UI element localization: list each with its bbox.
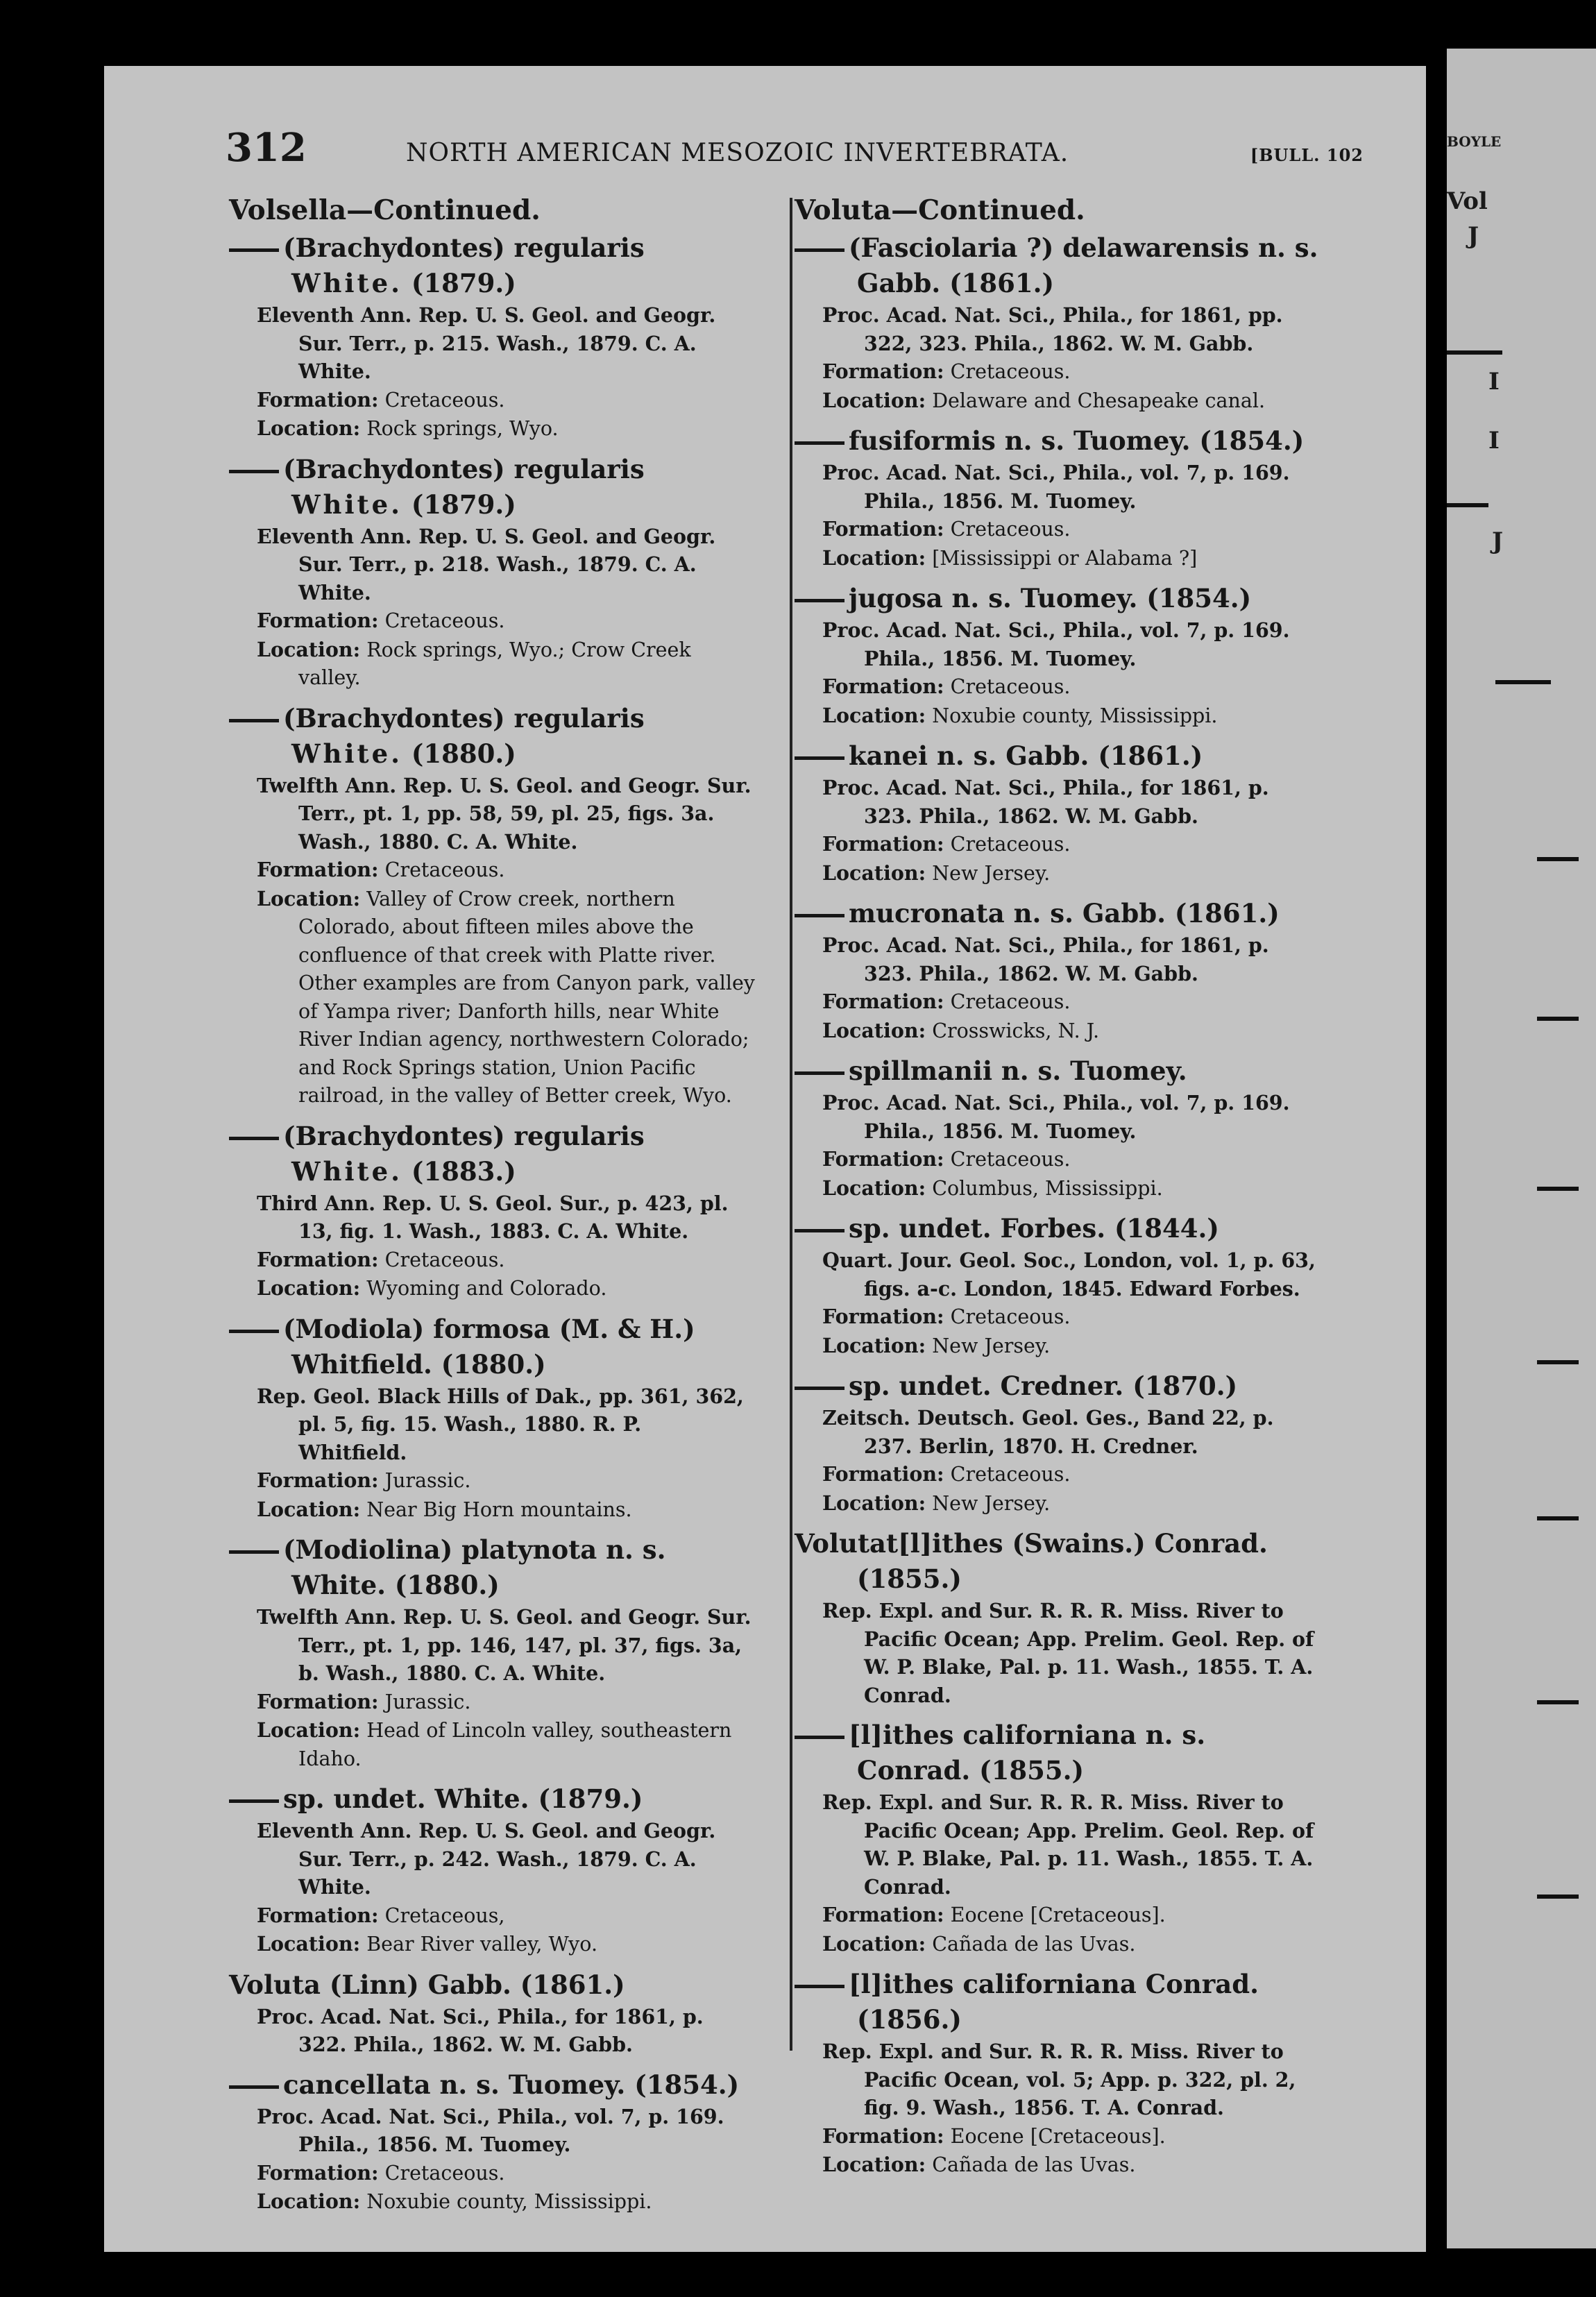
entry-heading (229, 230, 756, 301)
location-value: Crosswicks, N. J. (932, 1019, 1100, 1042)
location-label: Location: (822, 1491, 926, 1515)
location-value: New Jersey. (932, 861, 1051, 885)
formation-label: Formation: (257, 858, 379, 881)
species-year: (1861.) (1174, 898, 1280, 929)
location-label: Location: (257, 1718, 361, 1742)
entry-dash (795, 1736, 844, 1739)
catalog-entry (229, 1119, 756, 1303)
species-name: Voluta (Linn) Gabb. (229, 1969, 511, 2000)
formation-value: Eocene [Cretaceous]. (950, 1904, 1166, 1926)
species-year: (1879.) (411, 489, 516, 520)
species-author: White. (291, 268, 403, 298)
entry-location (229, 1716, 756, 1773)
entry-reference: Proc. Acad. Nat. Sci., Phila., for 1861, p. 322. Phila., 1862. W. M. Gabb. (257, 2004, 704, 2056)
entry-heading (795, 1368, 1322, 1404)
formation-value: Cretaceous, (384, 1904, 505, 1927)
adjacent-page-dash (1537, 857, 1579, 861)
species-year: (1883.) (411, 1155, 516, 1187)
formation-label: Formation: (257, 609, 379, 632)
species-name: (Brachydontes) regularis (283, 702, 645, 734)
formation-value: Cretaceous. (950, 1148, 1071, 1171)
adjacent-page-fragment: I (1488, 427, 1500, 455)
species-name: (Brachydontes) regularis (283, 453, 645, 484)
entry-location (229, 1495, 756, 1525)
formation-value: Jurassic. (384, 1690, 471, 1713)
species-author: White. (291, 738, 403, 769)
entry-heading (795, 1526, 1322, 1597)
formation-value: Cretaceous. (950, 360, 1071, 383)
location-value: Rock springs, Wyo. (366, 417, 559, 440)
entry-dash (795, 756, 844, 760)
location-label: Location: (822, 703, 926, 727)
entry-formation (229, 1466, 756, 1495)
formation-label: Formation: (257, 387, 379, 412)
entry-formation (229, 856, 756, 885)
entry-formation (795, 2122, 1322, 2151)
formation-label: Formation: (822, 1147, 944, 1171)
location-value: New Jersey. (932, 1334, 1051, 1357)
species-name: [l]ithes californiana n. s. Conrad. (849, 1720, 1206, 1786)
location-label: Location: (822, 1931, 926, 1956)
species-name: cancellata n. s. Tuomey. (283, 2069, 626, 2100)
entry-reference: Proc. Acad. Nat. Sci., Phila., vol. 7, p. 169. Phila., 1856. M. Tuomey. (822, 618, 1290, 670)
running-header (226, 125, 1364, 171)
entry-reference: Rep. Expl. and Sur. R. R. R. Miss. River to Pacific Ocean, vol. 5; App. p. 322, pl. 2, fig. 9. Wash., 1856. T. A. Conrad. (822, 2040, 1296, 2119)
location-label: Location: (822, 2153, 926, 2176)
adjacent-page-dash (1447, 503, 1488, 507)
entry-reference: Zeitsch. Deutsch. Geol. Ges., Band 22, p. 237. Berlin, 1870. H. Credner. (822, 1406, 1274, 1458)
catalog-entry (229, 452, 756, 693)
entry-location (229, 1274, 756, 1303)
catalog-entry (795, 1718, 1322, 1958)
formation-value: Cretaceous. (384, 2161, 505, 2185)
formation-label: Formation: (822, 990, 944, 1013)
continued-heading: Voluta—Continued. (795, 194, 1085, 226)
entry-formation (795, 1901, 1322, 1930)
entry-dash (229, 719, 279, 722)
location-value: Columbus, Mississippi. (932, 1176, 1163, 1200)
formation-label: Formation: (822, 1462, 944, 1486)
species-year: (1855.) (857, 1563, 962, 1594)
formation-value: Cretaceous. (384, 388, 505, 412)
formation-value: Cretaceous. (950, 1463, 1071, 1486)
entry-reference: Proc. Acad. Nat. Sci., Phila., vol. 7, p. 169. Phila., 1856. M. Tuomey. (822, 461, 1290, 513)
entry-reference: Third Ann. Rep. U. S. Geol. Sur., p. 423, pl. 13, fig. 1. Wash., 1883. C. A. White. (257, 1191, 729, 1243)
location-value: Near Big Horn mountains. (366, 1498, 632, 1521)
species-author: White. (291, 489, 403, 520)
entry-dash (795, 1229, 844, 1232)
formation-value: Cretaceous. (950, 1305, 1071, 1328)
adjacent-page-dash (1495, 680, 1551, 684)
formation-label: Formation: (822, 1305, 944, 1328)
entry-list (795, 230, 1322, 2180)
column-divider (790, 198, 792, 2051)
location-value: Delaware and Chesapeake canal. (932, 389, 1266, 412)
entry-formation (795, 1145, 1322, 1174)
entry-formation (795, 515, 1322, 544)
entry-list (229, 230, 756, 2217)
entry-heading (795, 1718, 1322, 1788)
entry-reference: Proc. Acad. Nat. Sci., Phila., vol. 7, p. 169. Phila., 1856. M. Tuomey. (822, 1091, 1290, 1143)
entry-location (795, 1017, 1322, 1046)
adjacent-page-dash (1537, 1360, 1579, 1364)
entry-dash (795, 248, 844, 252)
entry-reference: Eleventh Ann. Rep. U. S. Geol. and Geogr. Sur. Terr., p. 215. Wash., 1879. C. A. White. (257, 303, 716, 383)
formation-label: Formation: (257, 1903, 379, 1927)
formation-value: Cretaceous. (950, 990, 1071, 1013)
location-label: Location: (822, 1018, 926, 1042)
adjacent-page-dash (1537, 1017, 1579, 1021)
location-label: Location: (822, 388, 926, 412)
species-year: (1870.) (1132, 1371, 1238, 1401)
location-label: Location: (822, 861, 926, 885)
entry-heading (229, 1119, 756, 1189)
catalog-entry (795, 1368, 1322, 1518)
species-author: White. (291, 1155, 403, 1187)
left-column (229, 194, 756, 2225)
location-label: Location: (257, 2189, 361, 2213)
location-label: Location: (257, 1932, 361, 1956)
formation-label: Formation: (822, 675, 944, 698)
species-year: (1861.) (1098, 740, 1203, 771)
entry-location (229, 414, 756, 443)
species-year: (1861.) (520, 1969, 625, 2000)
entry-heading (229, 1781, 756, 1817)
entry-location (229, 636, 756, 693)
location-label: Location: (822, 545, 926, 570)
formation-value: Cretaceous. (384, 1248, 505, 1271)
entry-heading (795, 896, 1322, 931)
catalog-entry (229, 1967, 756, 2059)
entry-formation (229, 1688, 756, 1717)
species-name: [l]ithes californiana Conrad. (849, 1969, 1259, 1999)
entry-heading (229, 1312, 756, 1382)
entry-formation (229, 1901, 756, 1931)
page-title: NORTH AMERICAN MESOZOIC INVERTEBRATA. (406, 139, 1069, 167)
species-name: kanei n. s. Gabb. (849, 740, 1089, 771)
formation-value: Cretaceous. (384, 858, 505, 881)
entry-location (795, 1489, 1322, 1518)
entry-dash (229, 1330, 279, 1333)
entry-location (795, 1930, 1322, 1959)
entry-formation (795, 988, 1322, 1017)
species-year: (1880.) (394, 1570, 500, 1600)
catalog-entry (229, 1532, 756, 1773)
entry-heading (229, 1532, 756, 1603)
location-value: Noxubie county, Mississippi. (932, 704, 1218, 727)
formation-label: Formation: (257, 1689, 379, 1713)
entry-reference: Quart. Jour. Geol. Soc., London, vol. 1, p. 63, figs. a-c. London, 1845. Edward Forbes. (822, 1248, 1316, 1300)
species-year: (1854.) (1199, 425, 1305, 456)
species-year: (1856.) (857, 2004, 962, 2035)
entry-location (229, 1930, 756, 1959)
location-label: Location: (257, 1276, 361, 1300)
entry-heading (795, 230, 1322, 301)
catalog-entry (229, 2067, 756, 2217)
entry-location (795, 544, 1322, 573)
location-value: Valley of Crow creek, northern Colorado, about fifteen miles above the confluence of that creek with Platte river. Other examples are from Canyon park, valley of Yampa river; Danforth hills, near White River Indian agency, northwestern Colorado; and Rock Springs station, Union Pacific railroad, in the valley of Better creek, Wyo. (298, 887, 755, 1107)
entry-heading (229, 452, 756, 523)
entry-reference: Proc. Acad. Nat. Sci., Phila., vol. 7, p. 169. Phila., 1856. M. Tuomey. (257, 2104, 724, 2156)
catalog-entry (795, 581, 1322, 730)
entry-location (795, 1332, 1322, 1361)
catalog-entry (795, 1211, 1322, 1360)
entry-dash (229, 1550, 279, 1554)
entry-formation (229, 1246, 756, 1275)
entry-heading (795, 423, 1322, 459)
location-label: Location: (822, 1176, 926, 1200)
entry-reference: Eleventh Ann. Rep. U. S. Geol. and Geogr. Sur. Terr., p. 242. Wash., 1879. C. A. White. (257, 1819, 716, 1899)
location-label: Location: (257, 637, 361, 661)
entry-dash (229, 1137, 279, 1140)
entry-location (795, 702, 1322, 731)
formation-value: Jurassic. (384, 1469, 471, 1492)
formation-value: Cretaceous. (950, 833, 1071, 856)
catalog-entry (795, 1053, 1322, 1203)
species-year: (1880.) (411, 738, 516, 769)
species-name: sp. undet. Credner. (849, 1371, 1124, 1401)
entry-location (795, 859, 1322, 888)
adjacent-page-dash (1537, 1187, 1579, 1191)
location-value: Rock springs, Wyo.; Crow Creek valley. (298, 638, 691, 689)
species-year: (1879.) (538, 1783, 643, 1814)
entry-reference: Twelfth Ann. Rep. U. S. Geol. and Geogr. Sur. Terr., pt. 1, pp. 146, 147, pl. 37, figs. 3a, b. Wash., 1880. C. A. White. (257, 1605, 752, 1685)
entry-location (795, 1174, 1322, 1203)
entry-reference: Twelfth Ann. Rep. U. S. Geol. and Geogr. Sur. Terr., pt. 1, pp. 58, 59, pl. 25, figs. 3a. Wash., 1880. C. A. White. (257, 773, 752, 854)
catalog-entry (229, 701, 756, 1110)
entry-dash (229, 470, 279, 473)
location-value: Bear River valley, Wyo. (366, 1933, 598, 1956)
adjacent-page-edge (1447, 49, 1596, 2248)
formation-label: Formation: (257, 1247, 379, 1271)
entry-location (795, 2151, 1322, 2180)
catalog-entry (795, 896, 1322, 1045)
entry-dash (229, 1799, 279, 1803)
location-value: [Mississippi or Alabama ?] (932, 546, 1198, 570)
formation-value: Cretaceous. (950, 518, 1071, 541)
entry-dash (229, 2085, 279, 2089)
entry-dash (795, 599, 844, 602)
formation-label: Formation: (257, 2160, 379, 2185)
adjacent-page-fragment: BOYLE (1447, 133, 1502, 150)
formation-label: Formation: (822, 1903, 944, 1926)
entry-reference: Proc. Acad. Nat. Sci., Phila., for 1861, p. 323. Phila., 1862. W. M. Gabb. (822, 776, 1269, 828)
entry-formation (795, 1303, 1322, 1332)
entry-location (229, 2187, 756, 2217)
species-name: sp. undet. White. (283, 1783, 529, 1814)
page-number: 312 (226, 125, 307, 171)
entry-reference: Proc. Acad. Nat. Sci., Phila., for 1861, pp. 322, 323. Phila., 1862. W. M. Gabb. (822, 303, 1283, 355)
species-year: (1844.) (1114, 1213, 1219, 1244)
species-year: (1854.) (634, 2069, 740, 2100)
species-year: (1854.) (1146, 583, 1252, 613)
species-name: fusiformis n. s. Tuomey. (849, 425, 1191, 456)
entry-dash (795, 1387, 844, 1390)
location-value: Cañada de las Uvas. (932, 1932, 1136, 1956)
catalog-entry (229, 230, 756, 443)
entry-formation (229, 607, 756, 636)
adjacent-page-dash (1537, 1700, 1579, 1704)
species-name: jugosa n. s. Tuomey. (849, 583, 1138, 613)
species-year: (1879.) (411, 268, 516, 298)
adjacent-page-fragment: J (1468, 222, 1479, 250)
formation-value: Cretaceous. (950, 675, 1071, 698)
species-year: (1855.) (979, 1755, 1085, 1786)
entry-formation (795, 1460, 1322, 1489)
adjacent-page-fragment: I (1488, 368, 1500, 396)
entry-heading (229, 701, 756, 772)
species-name: (Fasciolaria ?) delawarensis n. s. Gabb. (849, 232, 1318, 298)
catalog-entry (795, 423, 1322, 573)
formation-label: Formation: (257, 1468, 379, 1492)
species-year: (1861.) (949, 268, 1054, 298)
formation-value: Cretaceous. (384, 609, 505, 632)
catalog-entry (229, 1781, 756, 1959)
species-name: mucronata n. s. Gabb. (849, 898, 1166, 929)
entry-heading (229, 1967, 756, 2003)
entry-reference: Rep. Expl. and Sur. R. R. R. Miss. River to Pacific Ocean; App. Prelim. Geol. Rep. of W. P. Blake, Pal. p. 11. Wash., 1855. T. A. Conrad. (822, 1790, 1314, 1899)
entry-formation (795, 830, 1322, 859)
entry-heading (795, 581, 1322, 616)
location-label: Location: (257, 1497, 361, 1521)
formation-label: Formation: (822, 2124, 944, 2148)
entry-dash (795, 1985, 844, 1988)
entry-reference: Rep. Geol. Black Hills of Dak., pp. 361, 362, pl. 5, fig. 15. Wash., 1880. R. P. Whitfield. (257, 1384, 744, 1464)
entry-location (795, 387, 1322, 416)
location-label: Location: (257, 886, 361, 910)
adjacent-page-dash (1537, 1895, 1579, 1899)
entry-heading (795, 1967, 1322, 2037)
location-value: Noxubie county, Mississippi. (366, 2190, 652, 2213)
adjacent-page-fragment: J (1492, 527, 1504, 555)
entry-heading (795, 1053, 1322, 1089)
entry-reference: Rep. Expl. and Sur. R. R. R. Miss. River to Pacific Ocean; App. Prelim. Geol. Rep. of W. P. Blake, Pal. p. 11. Wash., 1855. T. A. Conrad. (822, 1599, 1314, 1707)
entry-formation (795, 357, 1322, 387)
entry-dash (795, 441, 844, 445)
catalog-entry (795, 1967, 1322, 2180)
entry-dash (795, 914, 844, 917)
location-value: New Jersey. (932, 1491, 1051, 1515)
catalog-entry (795, 230, 1322, 415)
catalog-entry (229, 1312, 756, 1525)
entry-location (229, 885, 756, 1110)
adjacent-page-dash (1447, 350, 1502, 355)
continued-heading: Volsella—Continued. (229, 194, 541, 226)
catalog-entry (795, 1526, 1322, 1709)
formation-value: Eocene [Cretaceous]. (950, 2124, 1166, 2148)
species-name: (Brachydontes) regularis (283, 1120, 645, 1151)
entry-formation (229, 2159, 756, 2188)
location-label: Location: (257, 416, 361, 440)
species-name: (Modiola) formosa (M. & H.) Whitfield. (283, 1313, 695, 1380)
entry-reference: Eleventh Ann. Rep. U. S. Geol. and Geogr. Sur. Terr., p. 218. Wash., 1879. C. A. White. (257, 524, 716, 604)
species-year: (1880.) (441, 1348, 546, 1380)
formation-label: Formation: (822, 832, 944, 856)
species-name: Volutat[l]ithes (Swains.) Conrad. (795, 1528, 1268, 1559)
species-name: spillmanii n. s. Tuomey. (849, 1056, 1187, 1086)
adjacent-page-dash (1537, 1516, 1579, 1520)
catalog-entry (795, 738, 1322, 888)
location-value: Cañada de las Uvas. (932, 2153, 1136, 2176)
entry-heading (229, 2067, 756, 2103)
entry-dash (795, 1071, 844, 1075)
entry-heading (795, 738, 1322, 774)
entry-reference: Proc. Acad. Nat. Sci., Phila., for 1861, p. 323. Phila., 1862. W. M. Gabb. (822, 933, 1269, 985)
right-column (795, 194, 1322, 2188)
species-name: (Modiolina) platynota n. s. White. (283, 1534, 666, 1600)
entry-dash (229, 248, 279, 252)
entry-formation (229, 386, 756, 415)
formation-label: Formation: (822, 517, 944, 541)
adjacent-page-fragment: Vol (1447, 187, 1488, 215)
bulletin-number: [BULL. 102 (1250, 145, 1364, 165)
species-name: (Brachydontes) regularis (283, 232, 645, 263)
location-value: Wyoming and Colorado. (366, 1277, 607, 1300)
entry-heading (795, 1211, 1322, 1246)
entry-formation (795, 672, 1322, 702)
location-label: Location: (822, 1333, 926, 1357)
location-value: Head of Lincoln valley, southeastern Idaho. (298, 1719, 732, 1770)
formation-label: Formation: (822, 359, 944, 383)
species-name: sp. undet. Forbes. (849, 1213, 1106, 1244)
